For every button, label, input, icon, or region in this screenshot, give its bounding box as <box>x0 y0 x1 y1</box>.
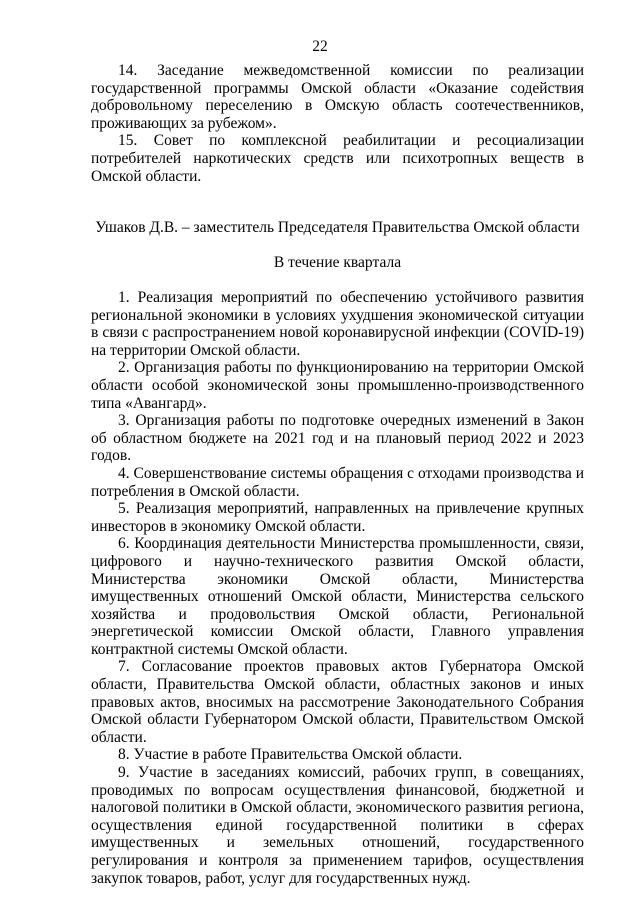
list-item: 14. Заседание межведомственной комиссии по реализации государственной программы Омской области «Оказание содействия добровольному переселению в Омскую область соотечественников, проживающих за рубежом». <box>91 62 584 132</box>
list-item: 15. Совет по комплексной реабилитации и ресоциализации потребителей наркотических средств или психотропных веществ в Омской области. <box>91 132 584 185</box>
top-items <box>91 62 584 185</box>
list-item: 2. Организация работы по функционированию на территории Омской области особой экономической зоны промышленно-производственного типа «Авангард». <box>91 359 584 412</box>
page-number: 22 <box>312 38 328 55</box>
list-item: 6. Координация деятельности Министерства промышленности, связи, цифрового и научно-технического развития Омской области, Министерства экономики Омской области, Министерства имущественных отношений Омской области, Министерства сельского хозяйства и продовольствия Омской области, Региональной энергетической комиссии Омской области, Главного управления контрактной системы Омской области. <box>91 535 584 658</box>
list-item: 3. Организация работы по подготовке очередных изменений в Закон об областном бюджете на 2021 год и на плановый период 2022 и 2023 годов. <box>91 412 584 465</box>
person-heading: Ушаков Д.В. – заместитель Председателя Правительства Омской области <box>95 219 580 236</box>
list-item: 4. Совершенствование системы обращения с отходами производства и потребления в Омской области. <box>91 464 584 500</box>
list-item: 1. Реализация мероприятий по обеспечению устойчивого развития региональной экономики в условиях ухудшения экономической ситуации в связи с распространением новой коронавирусной инфекции (COVID-19) на территории Омской области. <box>91 289 584 359</box>
list-item: 9. Участие в заседаниях комиссий, рабочих групп, в совещаниях, проводимых по вопросам осуществления финансовой, бюджетной и налоговой политики в Омской области, экономического развития региона, осуществления единой государственной политики в сферах имущественных и земельных отношений, государственного регулирования и контроля за применением тарифов, осуществления закупок товаров, работ, услуг для государственных нужд. <box>91 764 584 887</box>
period-heading: В течение квартала <box>273 254 402 271</box>
list-item: 7. Согласование проектов правовых актов Губернатора Омской области, Правительства Омской области, областных законов и иных правовых актов, вносимых на рассмотрение Законодательного Собрания Омской области Губернатором Омской области, Правительством Омской области. <box>91 658 584 746</box>
list-item: 8. Участие в работе Правительства Омской области. <box>118 746 463 764</box>
task-list <box>91 289 584 887</box>
list-item: 5. Реализация мероприятий, направленных на привлечение крупных инвесторов в экономику Омской области. <box>91 500 584 535</box>
